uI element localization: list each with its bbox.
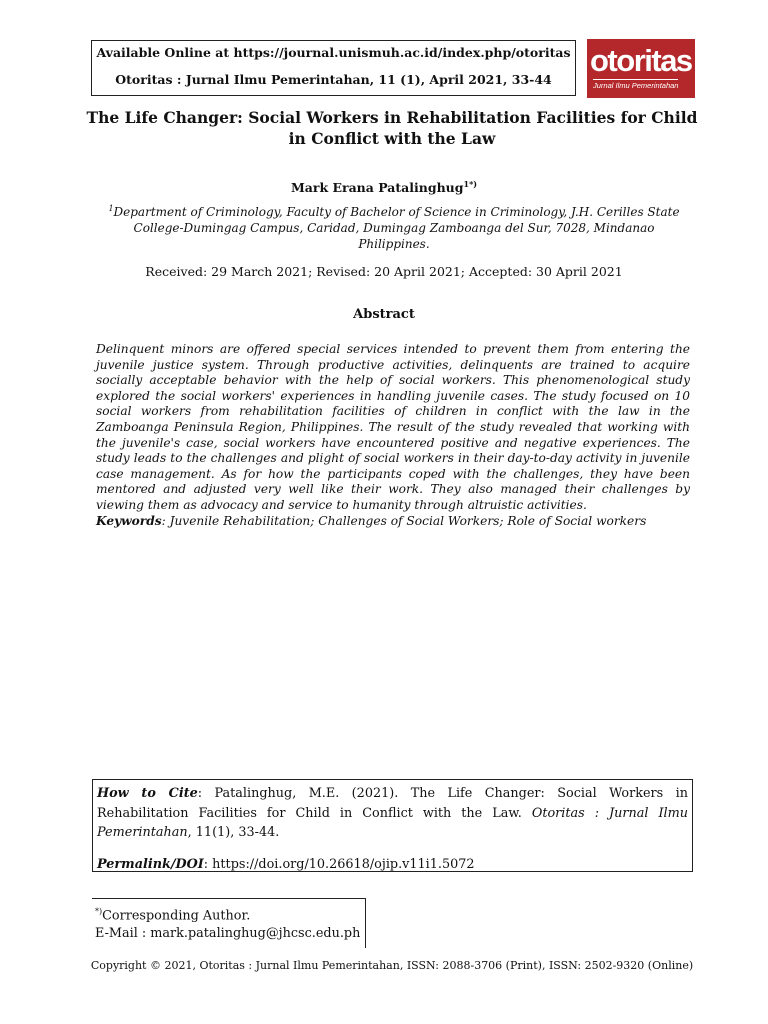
- journal-header-box: [91, 40, 576, 96]
- logo-subtitle: Jurnal Ilmu Pemerintahan: [593, 81, 679, 90]
- corresponding-label: Corresponding Author.: [102, 908, 251, 924]
- citation-text: [97, 784, 688, 843]
- corresponding-label-line: [95, 903, 365, 925]
- cite-journal: Otoritas : Jurnal Ilmu Pemerintahan: [97, 805, 688, 840]
- abstract-text: Delinquent minors are offered special services intended to prevent them from entering the juvenile justice system. Through productive activities, delinquents are trained to acquire socially acceptable behavior with the help of social workers. This phenomenological study explored the social workers' experiences in handling juvenile cases. The study focused on 10 social workers from rehabilitation facilities of children in conflict with the law in the Zamboanga Peninsula Region, Philippines. The result of the study revealed that working with the juvenile's case, social workers have encountered positive and negative experiences. The study leads to the challenges and plight of social workers in their day-to-day activity in juvenile case management. As for how the participants coped with the challenges, they have been mentored and adjusted very well like their work. They also managed their challenges by viewing them as advocacy and service to humanity through altruistic activities.: [96, 342, 690, 512]
- available-online-line: Available Online at https://journal.unismuh.ac.id/index.php/otoritas: [96, 45, 571, 60]
- article-dates: Received: 29 March 2021; Revised: 20 April 2021; Accepted: 30 April 2021: [145, 264, 623, 279]
- keywords-label: Keywords: [96, 514, 162, 528]
- logo-name: otoritas: [590, 43, 692, 78]
- corresponding-superscript: *): [95, 907, 103, 916]
- how-to-cite-box: [92, 779, 693, 872]
- affiliation: [96, 201, 692, 252]
- doi-label: Permalink/DOI: [97, 856, 204, 872]
- doi-link[interactable]: : https://doi.org/10.26618/ojip.v11i1.5072: [203, 856, 475, 872]
- cite-text-b: , 11(1), 33-44.: [187, 825, 280, 840]
- corresponding-email[interactable]: E-Mail : mark.patalinghug@jhcsc.edu.ph: [95, 925, 361, 941]
- cite-label: How to Cite: [97, 786, 198, 801]
- corresponding-author-box: [92, 898, 366, 948]
- affiliation-text: Department of Criminology, Faculty of Bachelor of Science in Criminology, J.H. Cerilles State College-Dumingag Campus, Caridad, Dumingag Zamboanga del Sur, 7028, Mindanao Philippines.: [113, 205, 680, 251]
- copyright-footer: Copyright © 2021, Otoritas : Jurnal Ilmu Pemerintahan, ISSN: 2088-3706 (Print), ISSN: 2502-9320 (Online): [90, 959, 694, 972]
- keywords: [96, 514, 690, 528]
- affiliation-superscript: 1: [108, 204, 114, 213]
- author-name: Mark Erana Patalinghug: [290, 180, 464, 196]
- journal-citation-line: Otoritas : Jurnal Ilmu Pemerintahan, 11 (1), April 2021, 33-44: [115, 72, 552, 87]
- article-title: The Life Changer: Social Workers in Rehabilitation Facilities for Child in Conflict with the Law: [86, 108, 698, 148]
- keywords-text: : Juvenile Rehabilitation; Challenges of Social Workers; Role of Social workers: [161, 514, 647, 528]
- author-superscript: 1*): [463, 179, 478, 189]
- otoritas-logo: [587, 39, 695, 98]
- doi-line: [97, 855, 688, 875]
- cite-text-a: : Patalinghug, M.E. (2021). The Life Changer: Social Workers in Rehabilitation Facilities for Child in Conflict with the Law.: [97, 786, 688, 821]
- abstract-heading: Abstract: [353, 307, 415, 322]
- author-line: [0, 179, 768, 195]
